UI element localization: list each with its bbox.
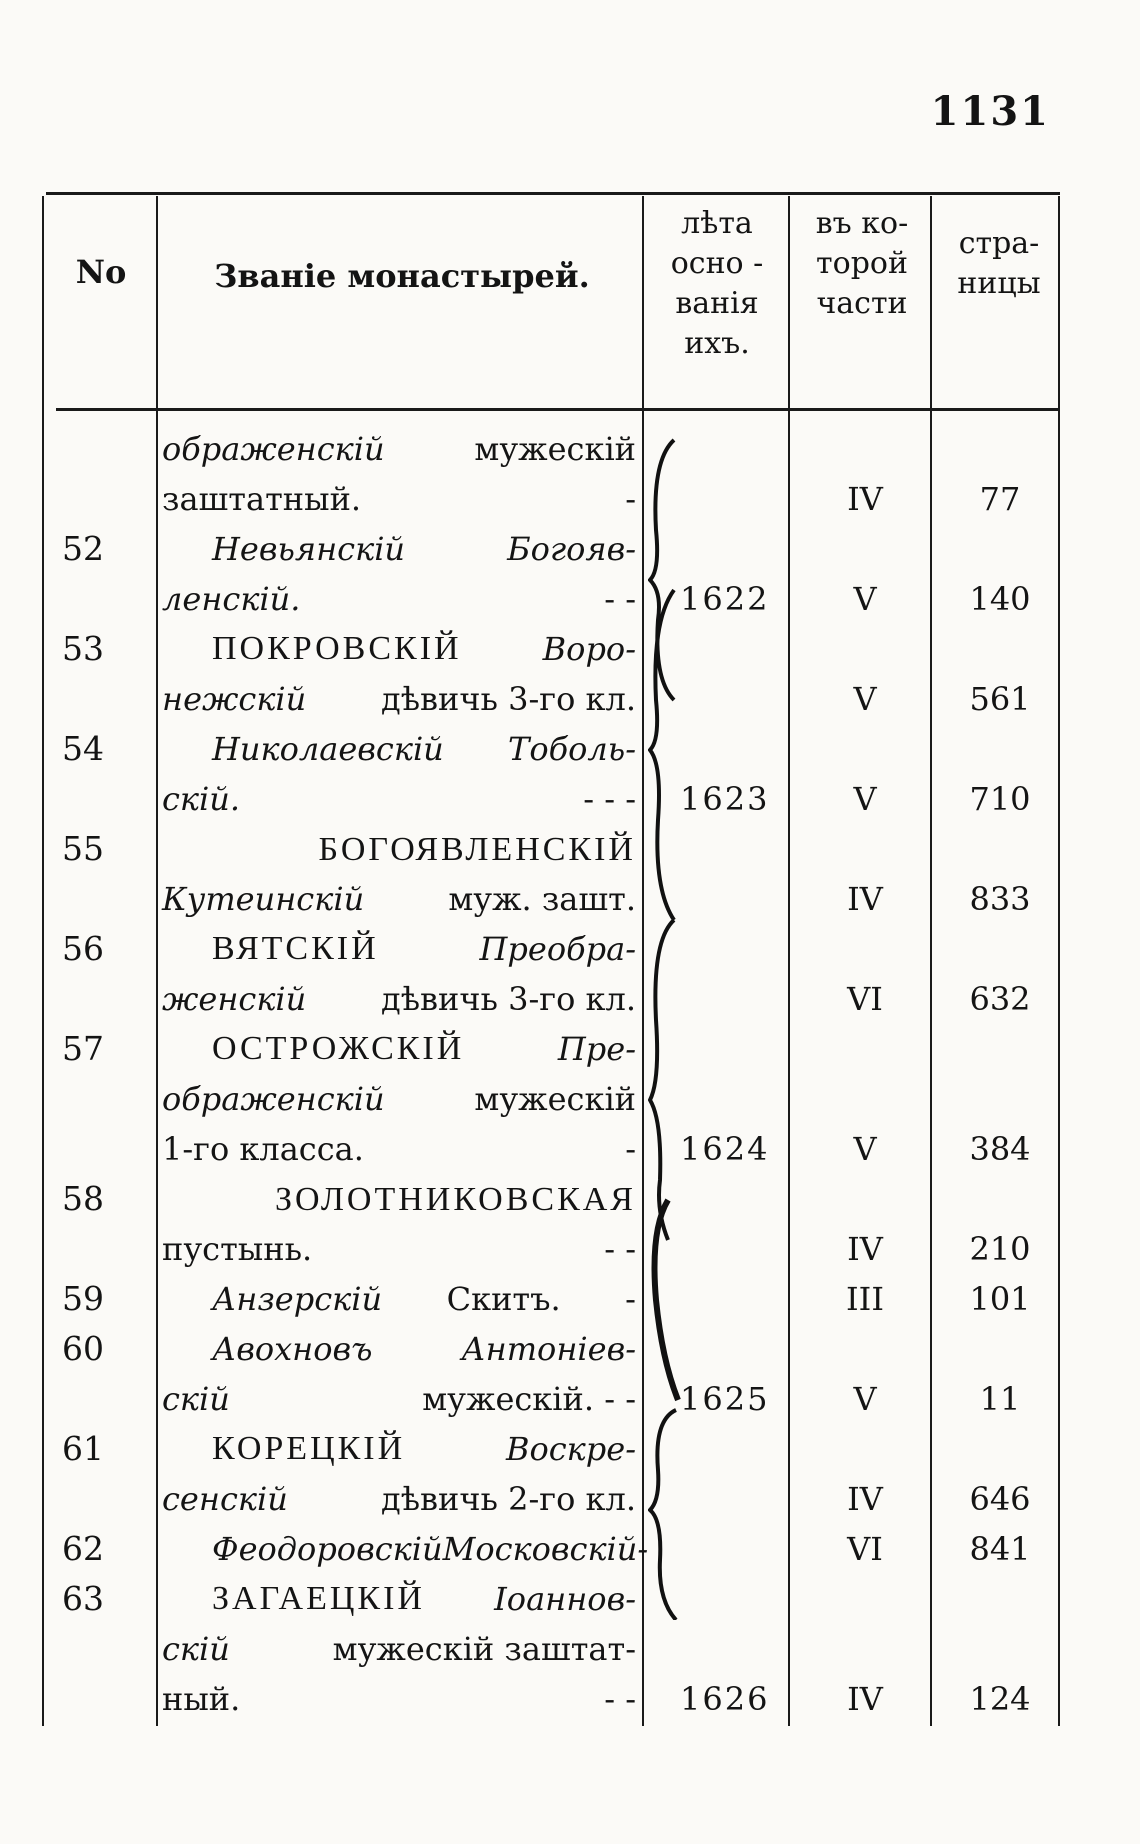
entry-text-segment: - [625,480,636,518]
entry-text-segment: Скитъ. [446,1280,561,1318]
founding-year: 1626 [680,1680,770,1718]
entry-text-segment: Пре- [557,1030,636,1068]
volume-part: V [853,1380,877,1418]
column-divider-number [156,196,158,1726]
entry-text-line [162,924,636,974]
entry-number: 58 [62,1179,104,1218]
entry-text-line [162,1624,636,1674]
entry-text-segment: ображенскій [162,430,385,468]
header-year-line: ихъ. [684,326,750,361]
entry-text-segment: скій [162,1630,230,1668]
entry-text-line [162,1474,636,1524]
volume-part: III [846,1280,884,1318]
entry-text-segment: женскій [162,980,307,1018]
founding-year: 1622 [680,580,770,618]
entry-text-line [162,1024,636,1074]
entry-text-line [162,1274,636,1324]
entry-text-segment: мужескій. - - [422,1380,636,1418]
entry-text-line [162,524,636,574]
entry-number: 57 [62,1029,104,1068]
volume-part: IV [847,1230,883,1268]
page-reference: 101 [969,1280,1031,1318]
entry-text-line [162,774,636,824]
entry-text-segment: ный. [162,1680,241,1718]
entry-text-segment: - - [604,580,636,618]
entry-number: 56 [62,929,104,968]
entry-text-segment: ВЯТСКІЙ [212,930,379,967]
entry-text-segment: 1-го класса. [162,1130,364,1168]
entry-text-line [162,574,636,624]
founding-year: 1624 [680,1130,770,1168]
header-part-line: въ ко- [815,206,909,241]
header-part-line: части [816,286,908,321]
entry-text-segment: Авохновъ [212,1330,373,1368]
column-divider-name [642,196,644,1726]
page-reference: 833 [969,880,1031,918]
table-right-border [1058,196,1060,1726]
volume-part: IV [847,880,883,918]
header-year-line: ванія [675,286,759,321]
founding-year: 1625 [680,1380,770,1418]
entry-text-line [162,424,636,474]
entry-text-segment: пустынь. [162,1230,313,1268]
entry-text-segment: нежскій [162,680,307,718]
entry-text-segment: ображенскій [162,1080,385,1118]
header-monastery-name: Званіе монастырей. [214,257,590,295]
entry-text-segment: ЗОЛОТНИКОВСКАЯ [274,1181,636,1218]
entry-text-segment: - - [604,1230,636,1268]
entry-text-line [162,1674,636,1724]
column-divider-part [930,196,932,1726]
entry-text-segment: дѣвичь 3-го кл. [381,680,636,718]
table-left-border [42,196,44,1726]
entry-text-segment: Кутеинскій [162,880,365,918]
header-year-line: лѣта [681,206,753,241]
entry-text-segment: Воскре- [505,1430,636,1468]
entry-number: 61 [62,1429,104,1468]
entry-number: 63 [62,1579,104,1618]
entry-text-segment: Антоніев- [461,1330,636,1368]
page-reference: 140 [969,580,1031,618]
entry-text-segment: ЗАГАЕЦКІЙ [212,1580,425,1617]
entry-text-line [162,1524,649,1574]
page-reference: 841 [969,1530,1031,1568]
entry-text-line [162,1324,636,1374]
volume-part: V [853,580,877,618]
entry-text-segment: Николаевскій [212,730,444,768]
entry-text-segment: скій. [162,780,241,818]
page-reference: 632 [969,980,1031,1018]
volume-part: V [853,1130,877,1168]
page-reference: 561 [969,680,1031,718]
entry-text-segment: мужескій заштат- [332,1630,636,1668]
volume-part: IV [847,480,883,518]
page-reference: 77 [979,480,1021,518]
brace-group-1626 [650,1410,676,1620]
header-page-line: ницы [957,266,1041,301]
entry-number: 55 [62,829,104,868]
entry-text-segment: мужескій [474,430,636,468]
page-number: 1131 [930,88,1050,135]
entry-text-line [162,1374,636,1424]
entry-text-segment: скій [162,1380,230,1418]
entry-text-segment: сенскій [162,1480,288,1518]
brace-group-1623 [650,590,674,920]
entry-text-segment: Воро- [542,630,636,668]
entry-text-segment: - [625,1280,636,1318]
entry-text-line [162,1424,636,1474]
entry-text-segment: - - [604,1680,636,1718]
entry-text-segment: ОСТРОЖСКІЙ [212,1030,465,1067]
volume-part: VI [847,980,883,1018]
entry-text-segment: - [625,1130,636,1168]
entry-text-segment: Анзерскій [212,1280,383,1318]
entry-text-segment: дѣвичь 2-го кл. [381,1480,636,1518]
entry-text-line [162,974,636,1024]
entry-text-line [162,1574,636,1624]
entry-text-line [162,824,636,874]
entry-text-line [162,624,636,674]
entry-text-line [162,1224,636,1274]
brace-group-1624 [650,920,674,1240]
column-divider-year [788,196,790,1726]
entry-text-segment: Преобра- [479,930,636,968]
entry-text-segment: Богояв- [507,530,636,568]
entry-text-segment: Московскій- [442,1530,649,1568]
page-reference: 124 [969,1680,1031,1718]
header-number: No [75,253,127,291]
entry-text-line [162,1174,636,1224]
header-volume-part [792,204,932,324]
page-reference: 11 [979,1380,1021,1418]
header-page-line: стра- [958,226,1040,261]
entry-text-segment: - - - [583,780,636,818]
entry-text-segment: муж. зашт. [448,880,636,918]
page-reference: 210 [969,1230,1031,1268]
entry-text-line [162,1124,636,1174]
brace-marks [648,420,698,1620]
brace-group-1622 [650,440,674,700]
entry-text-segment: ПОКРОВСКІЙ [212,630,462,667]
entry-text-segment: Невьянскій [212,530,406,568]
header-year-line: осно - [670,246,764,281]
header-bottom-rule [56,408,1060,411]
page-reference: 384 [969,1130,1031,1168]
header-page [936,224,1062,304]
entry-text-segment: Тоболь- [507,730,636,768]
entry-text-line [162,724,636,774]
entry-number: 59 [62,1279,104,1318]
table-top-rule [46,192,1060,195]
entry-number: 54 [62,729,104,768]
entry-number: 53 [62,629,104,668]
founding-year: 1623 [680,780,770,818]
header-founding-year [648,204,786,364]
entry-text-line [162,1074,636,1124]
entry-text-line [162,474,636,524]
entry-text-segment: ленскій. [162,580,301,618]
volume-part: IV [847,1480,883,1518]
entry-text-segment: дѣвичь 3-го кл. [381,980,636,1018]
header-part-line: торой [816,246,908,281]
entry-number: 52 [62,529,104,568]
volume-part: VI [847,1530,883,1568]
entry-text-line [162,674,636,724]
entry-text-segment: заштатный. [162,480,362,518]
page-reference: 646 [969,1480,1031,1518]
entry-number: 60 [62,1329,104,1368]
entry-text-segment: КОРЕЦКІЙ [212,1430,406,1467]
entry-text-segment: мужескій [474,1080,636,1118]
volume-part: IV [847,1680,883,1718]
entry-text-segment: Іоаннов- [494,1580,636,1618]
volume-part: V [853,680,877,718]
entry-text-segment: Феодоровскій [212,1530,443,1568]
page-reference: 710 [969,780,1031,818]
entry-text-line [162,874,636,924]
entry-text-segment: БОГОЯВЛЕНСКІЙ [318,831,636,868]
entry-number: 62 [62,1529,104,1568]
volume-part: V [853,780,877,818]
